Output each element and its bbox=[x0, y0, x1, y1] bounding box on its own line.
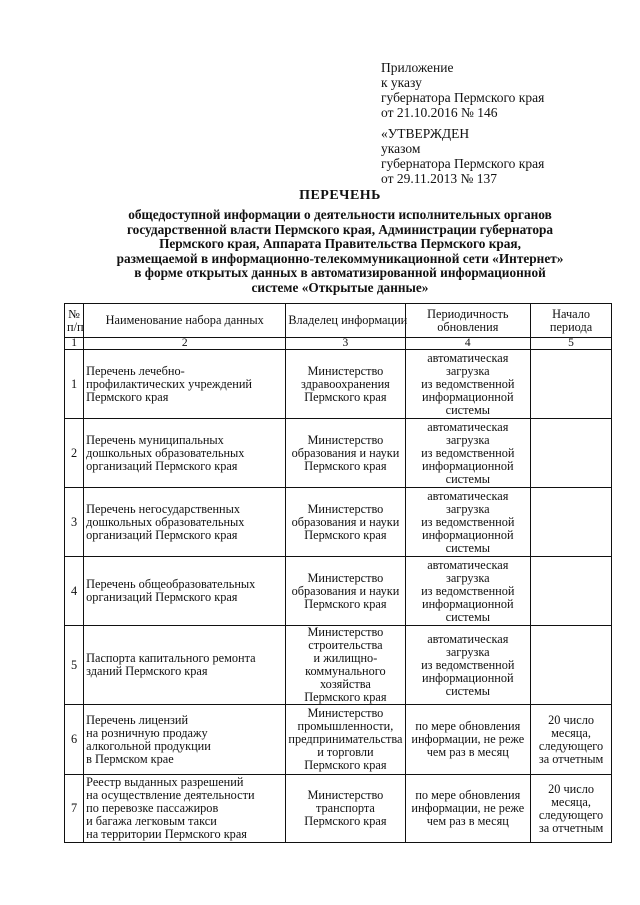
cell-line: по перевозке пассажиров bbox=[86, 801, 219, 815]
cell-line: Пермского края bbox=[304, 758, 387, 772]
table-row bbox=[65, 419, 612, 488]
column-number: 5 bbox=[531, 338, 612, 350]
cell-line: п/п bbox=[67, 319, 84, 334]
row-owner bbox=[286, 488, 405, 557]
cell-line: Министерство bbox=[307, 625, 384, 639]
table-row bbox=[65, 705, 612, 775]
cell-line: на осуществление деятельности bbox=[86, 788, 255, 802]
cell-line: из ведомственной bbox=[421, 583, 515, 598]
document-title: ПЕРЕЧЕНЬ bbox=[299, 188, 381, 203]
cell-line: информационной bbox=[421, 389, 514, 404]
cell-line: организаций Пермского края bbox=[86, 590, 238, 604]
cell-line: предпринимательства bbox=[288, 732, 403, 746]
cell-line: Владелец информации bbox=[288, 313, 408, 327]
cell-line: 20 число bbox=[548, 712, 594, 727]
cell-line: Паспорта капитального ремонта bbox=[86, 651, 256, 665]
row-periodicity bbox=[405, 488, 531, 557]
table-row bbox=[65, 557, 612, 626]
column-number: 2 bbox=[84, 338, 286, 350]
cell-line: Министерство bbox=[307, 363, 384, 378]
cell-line: образования и науки bbox=[291, 514, 400, 529]
row-owner bbox=[286, 775, 405, 843]
cell-line: организаций Пермского края bbox=[86, 458, 238, 473]
row-dataset-name bbox=[84, 775, 286, 843]
cell-line: Министерство bbox=[307, 788, 384, 802]
row-period-start bbox=[531, 705, 612, 775]
cell-line: и жилищно- bbox=[313, 651, 378, 665]
row-periodicity bbox=[405, 705, 531, 775]
cell-line: Начало bbox=[552, 306, 590, 321]
cell-line: системы bbox=[445, 609, 490, 624]
cell-line: Перечень общеобразовательных bbox=[86, 577, 256, 591]
row-period-start bbox=[531, 488, 612, 557]
cell-line: на розничную продажу bbox=[86, 725, 208, 740]
row-periodicity bbox=[405, 350, 531, 419]
cell-line: загрузка bbox=[445, 644, 490, 659]
cell-line: из ведомственной bbox=[421, 445, 515, 460]
row-owner bbox=[286, 350, 405, 419]
cell-line: системы bbox=[445, 402, 490, 417]
cell-line: в Пермском крае bbox=[86, 751, 174, 766]
row-period-start bbox=[531, 350, 612, 419]
cell-line: по мере обновления bbox=[415, 719, 521, 733]
cell-line: № bbox=[68, 306, 80, 321]
cell-line: Пермского края bbox=[304, 389, 387, 404]
cell-line: Пермского края bbox=[304, 458, 387, 473]
header-period-start bbox=[531, 304, 612, 338]
row-number: 6 bbox=[65, 705, 84, 775]
row-dataset-name bbox=[84, 705, 286, 775]
subtitle-line: в форме открытых данных в автоматизированной информационной bbox=[134, 265, 546, 281]
appendix-line: к указу bbox=[381, 75, 422, 90]
cell-line: загрузка bbox=[445, 501, 490, 516]
cell-line: Пермского края bbox=[304, 690, 387, 704]
row-period-start bbox=[531, 775, 612, 843]
cell-line: Перечень лицензий bbox=[86, 712, 189, 727]
column-number: 4 bbox=[405, 338, 531, 350]
cell-line: Министерство bbox=[307, 501, 384, 516]
subtitle-line: Пермского края, Аппарата Правительства Пермского края, bbox=[159, 236, 521, 252]
row-owner bbox=[286, 626, 405, 705]
row-periodicity bbox=[405, 626, 531, 705]
row-dataset-name bbox=[84, 488, 286, 557]
cell-line: Пермского края bbox=[304, 596, 387, 611]
row-owner bbox=[286, 557, 405, 626]
cell-line: алкогольной продукции bbox=[86, 738, 211, 753]
cell-line: Наименование набора данных bbox=[105, 313, 264, 327]
table-body bbox=[65, 350, 612, 843]
cell-line: из ведомственной bbox=[421, 376, 515, 391]
cell-line: автоматическая bbox=[427, 488, 509, 503]
row-dataset-name bbox=[84, 350, 286, 419]
cell-line: периода bbox=[549, 319, 593, 334]
row-period-start bbox=[531, 419, 612, 488]
row-period-start bbox=[531, 557, 612, 626]
cell-line: образования и науки bbox=[291, 583, 400, 598]
cell-line: следующего bbox=[538, 807, 604, 822]
header-dataset-name bbox=[84, 304, 286, 338]
cell-line: за отчетным bbox=[538, 820, 604, 835]
subtitle-line: размещаемой в информационно-телекоммуникационной сети «Интернет» bbox=[116, 250, 564, 266]
subtitle-line: общедоступной информации о деятельности исполнительных органов bbox=[128, 207, 552, 222]
cell-line: коммунального bbox=[305, 664, 386, 678]
cell-line: Перечень муниципальных bbox=[86, 432, 224, 447]
cell-line: из ведомственной bbox=[421, 514, 515, 529]
row-number: 7 bbox=[65, 775, 84, 843]
approval-stamp-block bbox=[381, 126, 544, 186]
row-periodicity bbox=[405, 419, 531, 488]
cell-line: информационной bbox=[421, 527, 514, 542]
subtitle-line: государственной власти Пермского края, Администрации губернатора bbox=[126, 221, 554, 237]
cell-line: месяца, bbox=[551, 794, 591, 809]
table-row bbox=[65, 626, 612, 705]
approval-line: от 29.11.2013 № 137 bbox=[381, 171, 497, 186]
cell-line: дошкольных образовательных bbox=[86, 514, 245, 529]
cell-line: транспорта bbox=[315, 801, 375, 815]
row-number: 3 bbox=[65, 488, 84, 557]
cell-line: загрузка bbox=[445, 432, 490, 447]
cell-line: и багажа легковым такси bbox=[86, 814, 217, 828]
cell-line: обновления bbox=[437, 319, 499, 334]
cell-line: Перечень лечебно- bbox=[86, 363, 185, 378]
approval-line: губернатора Пермского края bbox=[381, 156, 545, 171]
cell-line: автоматическая bbox=[427, 419, 509, 434]
column-number: 3 bbox=[286, 338, 405, 350]
cell-line: организаций Пермского края bbox=[86, 527, 238, 542]
header-owner bbox=[286, 304, 408, 338]
row-dataset-name bbox=[84, 557, 286, 626]
cell-line: информационной bbox=[421, 596, 514, 611]
cell-line: профилактических учреждений bbox=[86, 376, 253, 391]
appendix-block bbox=[381, 60, 544, 120]
row-owner bbox=[286, 419, 405, 488]
cell-line: Министерство bbox=[307, 706, 384, 720]
cell-line: автоматическая bbox=[427, 350, 509, 365]
cell-line: здравоохранения bbox=[301, 376, 390, 391]
cell-line: информации, не реже bbox=[411, 732, 525, 746]
header-periodicity bbox=[405, 304, 531, 338]
cell-line: промышленности, bbox=[297, 719, 394, 733]
cell-line: хозяйства bbox=[319, 677, 371, 691]
cell-line: загрузка bbox=[445, 363, 490, 378]
row-owner bbox=[286, 705, 405, 775]
approval-line: указом bbox=[381, 141, 421, 156]
cell-line: следующего bbox=[538, 738, 604, 753]
header-num bbox=[65, 304, 84, 338]
dataset-table bbox=[64, 303, 612, 843]
cell-line: месяца, bbox=[551, 725, 591, 740]
row-dataset-name bbox=[84, 626, 286, 705]
cell-line: строительства bbox=[308, 638, 383, 652]
table-row bbox=[65, 775, 612, 843]
cell-line: чем раз в месяц bbox=[426, 745, 509, 759]
table-row bbox=[65, 350, 612, 419]
document-subtitle bbox=[60, 208, 620, 296]
cell-line: и торговли bbox=[317, 745, 374, 759]
cell-line: из ведомственной bbox=[421, 657, 515, 672]
cell-line: системы bbox=[445, 540, 490, 555]
appendix-line: от 21.10.2016 № 146 bbox=[381, 105, 498, 120]
row-number: 2 bbox=[65, 419, 84, 488]
table-row bbox=[65, 488, 612, 557]
cell-line: чем раз в месяц bbox=[426, 814, 509, 828]
cell-line: Пермского края bbox=[304, 527, 387, 542]
row-dataset-name bbox=[84, 419, 286, 488]
cell-line: системы bbox=[445, 471, 490, 486]
cell-line: образования и науки bbox=[291, 445, 400, 460]
row-period-start bbox=[531, 626, 612, 705]
row-periodicity bbox=[405, 775, 531, 843]
column-number-row bbox=[65, 338, 612, 350]
cell-line: Министерство bbox=[307, 570, 384, 585]
row-number: 1 bbox=[65, 350, 84, 419]
appendix-line: губернатора Пермского края bbox=[381, 90, 545, 105]
cell-line: зданий Пермского края bbox=[86, 664, 208, 678]
cell-line: загрузка bbox=[445, 570, 490, 585]
cell-line: по мере обновления bbox=[415, 788, 521, 802]
cell-line: Министерство bbox=[307, 432, 384, 447]
column-number: 1 bbox=[65, 338, 84, 350]
cell-line: Пермского края bbox=[304, 814, 387, 828]
row-number: 4 bbox=[65, 557, 84, 626]
row-periodicity bbox=[405, 557, 531, 626]
row-number: 5 bbox=[65, 626, 84, 705]
table-header-row bbox=[65, 304, 612, 338]
cell-line: дошкольных образовательных bbox=[86, 445, 245, 460]
cell-line: Периодичность bbox=[427, 306, 509, 321]
cell-line: Пермского края bbox=[86, 389, 169, 404]
cell-line: Реестр выданных разрешений bbox=[86, 775, 244, 789]
cell-line: информации, не реже bbox=[411, 801, 525, 815]
cell-line: системы bbox=[445, 683, 490, 698]
cell-line: за отчетным bbox=[538, 751, 604, 766]
cell-line: 20 число bbox=[548, 781, 594, 796]
cell-line: автоматическая bbox=[427, 557, 509, 572]
cell-line: автоматическая bbox=[427, 631, 509, 646]
cell-line: информационной bbox=[421, 670, 514, 685]
cell-line: Перечень негосударственных bbox=[86, 501, 241, 516]
cell-line: на территории Пермского края bbox=[86, 827, 247, 841]
subtitle-line: системе «Открытые данные» bbox=[251, 279, 429, 295]
appendix-line: Приложение bbox=[381, 60, 454, 75]
approval-line: «УТВЕРЖДЕН bbox=[381, 126, 470, 141]
cell-line: информационной bbox=[421, 458, 514, 473]
